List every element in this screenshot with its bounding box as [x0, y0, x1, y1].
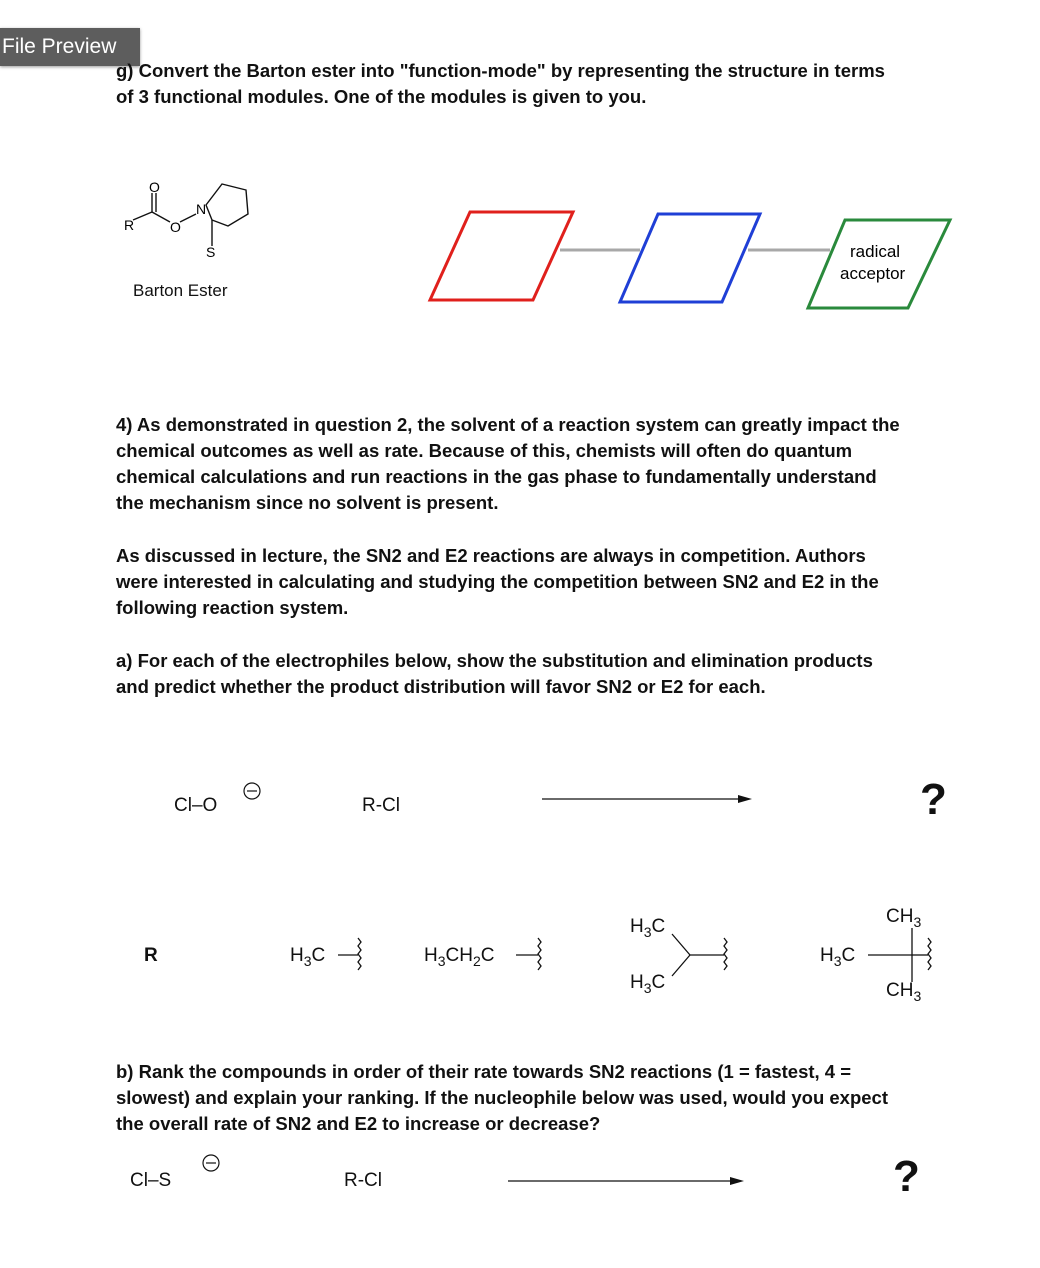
isopropyl-methyl-bottom: $H_3C$: [630, 972, 666, 996]
q4-pb-line-2: slowest) and explain your ranking. If the nucleophile below was used, would you expect: [116, 1087, 889, 1108]
r-group-label: R: [144, 945, 158, 966]
module-acceptor-label: acceptor: [840, 264, 906, 283]
nucleophile-1: Cl–O: [174, 795, 218, 816]
q4-p1-line-4: the mechanism since no solvent is present.: [116, 492, 499, 513]
reaction-1-arrowhead: [738, 795, 752, 803]
q4-p1-line-1: 4) As demonstrated in question 2, the solvent of a reaction system can greatly impact the: [116, 414, 900, 435]
q4-pa-line-2: and predict whether the product distribution will favor SN2 or E2 for each.: [116, 676, 766, 697]
q4-pb-line-3: the overall rate of SN2 and E2 to increase or decrease?: [116, 1113, 601, 1134]
reaction-2-arrowhead: [730, 1177, 744, 1185]
part-g-line-1: g) Convert the Barton ester into "function-mode" by representing the structure in terms: [116, 60, 885, 81]
module-box-blue[interactable]: [620, 214, 760, 302]
nucleophile-2: Cl–S: [130, 1170, 172, 1191]
q4-p1-line-3: chemical calculations and run reactions in the gas phase to fundamentally understand: [116, 466, 877, 487]
tbutyl-methyl-left: $H_3C$: [820, 945, 856, 969]
ethyl-group: $H_3CH_2C$: [424, 945, 495, 969]
tbutyl-methyl-top: $CH_3$: [886, 906, 922, 930]
atom-o-ester: O: [170, 219, 181, 235]
part-g-line-2: of 3 functional modules. One of the modules is given to you.: [116, 86, 647, 107]
atom-o-carbonyl: O: [149, 179, 160, 195]
file-preview-tab[interactable]: File Preview: [0, 28, 140, 66]
module-box-red[interactable]: [430, 212, 573, 300]
atom-r: R: [124, 217, 135, 233]
q4-pb-line-1: b) Rank the compounds in order of their rate towards SN2 reactions (1 = fastest, 4 =: [116, 1061, 852, 1082]
q4-p2-line-1: As discussed in lecture, the SN2 and E2 reactions are always in competition. Authors: [116, 545, 866, 566]
product-unknown-1: ?: [920, 775, 947, 824]
tbutyl-methyl-bottom: $CH_3$: [886, 980, 922, 1004]
q4-p2-line-3: following reaction system.: [116, 597, 349, 618]
q4-p2-line-2: were interested in calculating and studying the competition between SN2 and E2 in the: [116, 571, 879, 592]
methyl-group: $H_3C$: [290, 945, 326, 969]
electrophile-2: R-Cl: [344, 1170, 382, 1191]
barton-ester-label: Barton Ester: [133, 281, 228, 300]
product-unknown-2: ?: [893, 1152, 920, 1201]
atom-s: S: [206, 244, 216, 260]
q4-pa-line-1: a) For each of the electrophiles below, show the substitution and elimination products: [116, 650, 873, 671]
electrophile-1: R-Cl: [362, 795, 400, 816]
module-radical-label: radical: [850, 242, 901, 261]
atom-n: N: [196, 201, 207, 217]
isopropyl-methyl-top: $H_3C$: [630, 916, 666, 940]
q4-p1-line-2: chemical outcomes as well as rate. Because of this, chemists will often do quantum: [116, 440, 853, 461]
